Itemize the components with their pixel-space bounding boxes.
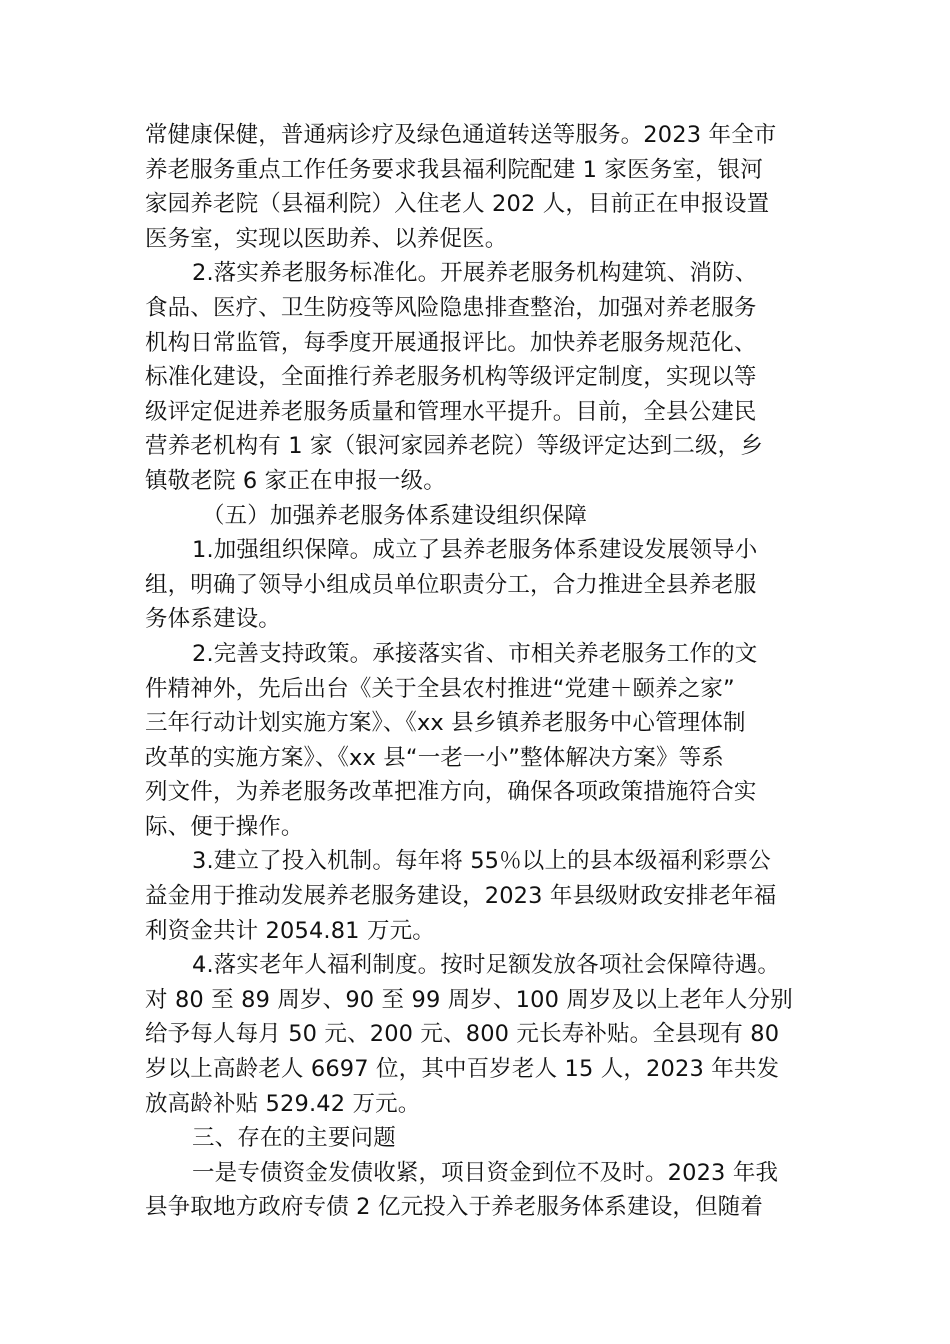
paragraph-first-line: 2.完善支持政策。承接落实省、市相关养老服务工作的文 [192, 640, 758, 667]
paragraph-line: 利资金共计 2054.81 万元。 [145, 917, 435, 944]
paragraph-line: 际、便于操作。 [145, 813, 304, 840]
document-body [145, 118, 813, 1225]
paragraph-line: 务体系建设。 [145, 606, 281, 633]
paragraph-line: 常健康保健，普通病诊疗及绿色通道转送等服务。2023 年全市 [145, 122, 777, 148]
paragraph-first-line: 1.加强组织保障。成立了县养老服务体系建设发展领导小 [192, 537, 758, 564]
paragraph-line: 列文件，为养老服务改革把准方向，确保各项政策措施符合实 [145, 779, 757, 806]
paragraph-line: 益金用于推动发展养老服务建设，2023 年县级财政安排老年福 [145, 883, 777, 910]
paragraph-line: 放高龄补贴 529.42 万元。 [145, 1090, 421, 1117]
paragraph-line: 机构日常监管，每季度开展通报评比。加快养老服务规范化、 [145, 329, 757, 356]
paragraph-first-line: 3.建立了投入机制。每年将 55％以上的县本级福利彩票公 [192, 848, 771, 875]
paragraph-line: 养老服务重点工作任务要求我县福利院配建 1 家医务室，银河 [145, 156, 763, 183]
paragraph-line: 级评定促进养老服务质量和管理水平提升。目前，全县公建民 [145, 398, 757, 425]
paragraph-line: 医务室，实现以医助养、以养促医。 [145, 225, 508, 252]
paragraph-line: 对 80 至 89 周岁、90 至 99 周岁、100 周岁及以上老年人分别 [145, 986, 793, 1013]
paragraph-line: 组，明确了领导小组成员单位职责分工，合力推进全县养老服 [145, 571, 757, 598]
paragraph-line: 三年行动计划实施方案》、《xx 县乡镇养老服务中心管理体制 [145, 710, 746, 737]
paragraph-line: 县争取地方政府专债 2 亿元投入于养老服务体系建设，但随着 [145, 1194, 763, 1221]
paragraph-line: 食品、医疗、卫生防疫等风险隐患排查整治，加强对养老服务 [145, 294, 757, 321]
paragraph-line: 改革的实施方案》、《xx 县“一老一小”整体解决方案》等系 [145, 744, 724, 771]
paragraph-line: 家园养老院（县福利院）入住老人 202 人，目前正在申报设置 [145, 191, 770, 218]
paragraph-line: 营养老机构有 1 家（银河家园养老院）等级评定达到二级，乡 [145, 433, 763, 460]
section-heading: 三、存在的主要问题 [192, 1125, 396, 1152]
paragraph-first-line: 4.落实老年人福利制度。按时足额发放各项社会保障待遇。 [192, 952, 781, 979]
paragraph-line: 给予每人每月 50 元、200 元、800 元长寿补贴。全县现有 80 [145, 1021, 780, 1048]
paragraph-line: 镇敬老院 6 家正在申报一级。 [145, 467, 446, 494]
section-heading: （五）加强养老服务体系建设组织保障 [202, 502, 588, 529]
paragraph-line: 标准化建设，全面推行养老服务机构等级评定制度，实现以等 [145, 364, 757, 391]
paragraph-line: 件精神外，先后出台《关于全县农村推进“党建＋颐养之家” [145, 675, 735, 702]
paragraph-line: 岁以上高龄老人 6697 位，其中百岁老人 15 人，2023 年共发 [145, 1056, 780, 1083]
paragraph-first-line: 一是专债资金发债收紧，项目资金到位不及时。2023 年我 [192, 1159, 779, 1186]
paragraph-first-line: 2.落实养老服务标准化。开展养老服务机构建筑、消防、 [192, 260, 758, 287]
